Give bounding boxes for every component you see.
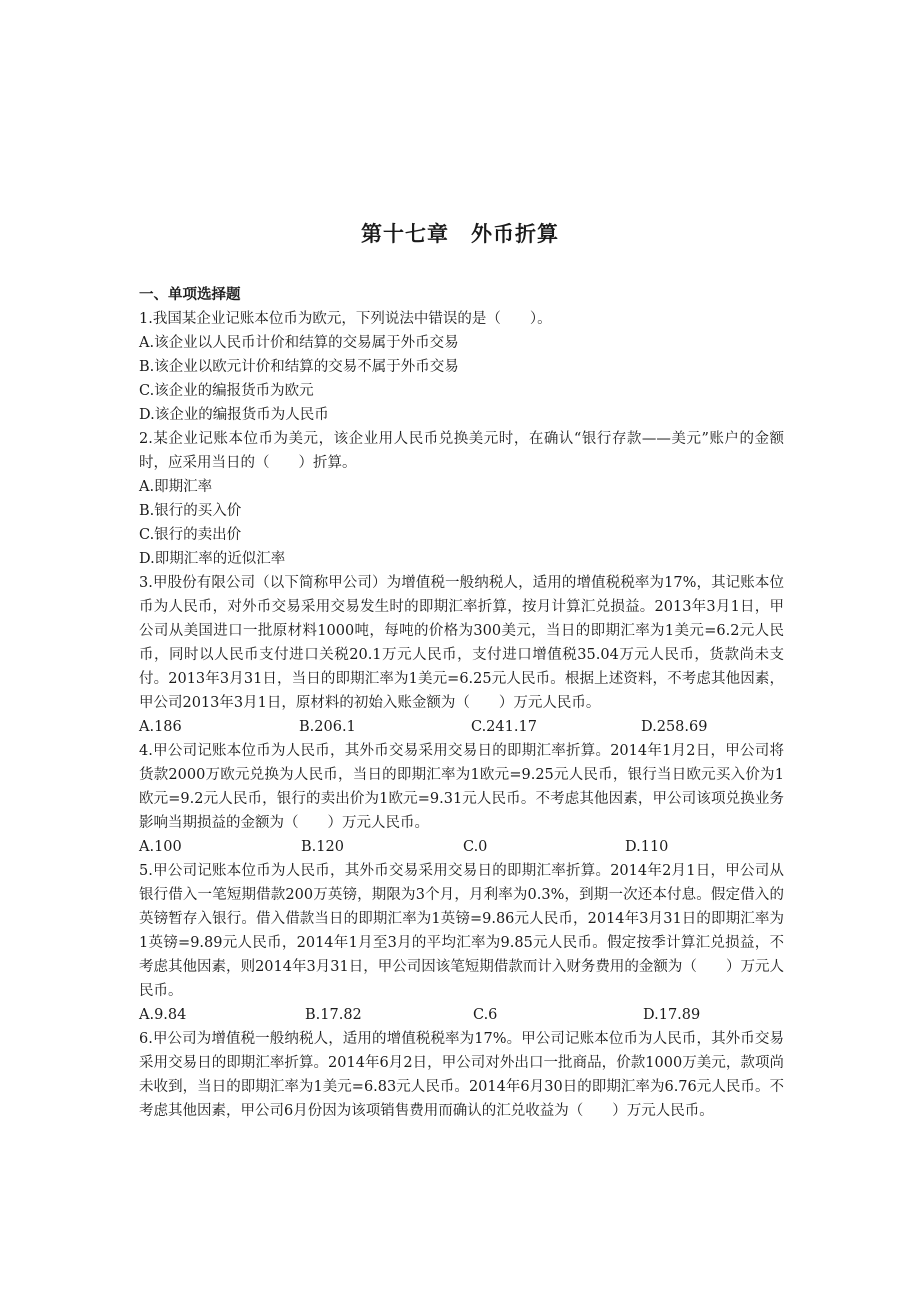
question-2-option-b: B.银行的买入价 (139, 503, 242, 519)
question-2-option-a: A.即期汇率 (139, 479, 213, 495)
question-1-stem: 1.我国某企业记账本位币为欧元，下列说法中错误的是（ ）。 (139, 311, 552, 327)
question-5-option-b: B.17.82 (305, 1007, 362, 1023)
question-4-option-a: A.100 (139, 839, 182, 855)
question-1-option-b: B.该企业以欧元计价和结算的交易不属于外币交易 (139, 359, 459, 375)
question-4-stem: 4.甲公司记账本位币为人民币，其外币交易采用交易日的即期汇率折算。2014年1月2日，甲公司将货款2000万欧元兑换为人民币，当日的即期汇率为1欧元=9.25元人民币，银行当日欧元买入价为1欧元=9.2元人民币，银行的卖出价为1欧元=9.31元人民币。不考虑其他因素，甲公司该项兑换业务影响当期损益的金额为（ ）万元人民币。 (139, 743, 784, 831)
section-heading: 一、单项选择题 (139, 287, 241, 303)
question-4-option-b: B.120 (301, 839, 344, 855)
question-2-option-d: D.即期汇率的近似汇率 (139, 551, 286, 567)
question-4-option-d: D.110 (625, 839, 669, 855)
question-1-option-d: D.该企业的编报货币为人民币 (139, 407, 329, 423)
question-3-option-c: C.241.17 (471, 719, 537, 735)
question-6-stem: 6.甲公司为增值税一般纳税人，适用的增值税税率为17%。甲公司记账本位币为人民币，其外币交易采用交易日的即期汇率折算。2014年6月2日，甲公司对外出口一批商品，价款1000万美元，款项尚未收到，当日的即期汇率为1美元=6.83元人民币。2014年6月30日的即期汇率为6.76元人民币。不考虑其他因素，甲公司6月份因为该项销售费用而确认的汇兑收益为（ ）万元人民币。 (139, 1031, 784, 1119)
question-5-options (139, 1003, 784, 1027)
question-3-option-b: B.206.1 (299, 719, 356, 735)
question-5-option-c: C.6 (473, 1007, 498, 1023)
question-3-options (139, 715, 784, 739)
question-2-stem: 2.某企业记账本位币为美元，该企业用人民币兑换美元时，在确认“银行存款——美元”账户的金额时，应采用当日的（ ）折算。 (139, 431, 784, 471)
question-3-option-d: D.258.69 (641, 719, 708, 735)
question-5-option-d: D.17.89 (643, 1007, 701, 1023)
question-5-stem: 5.甲公司记账本位币为人民币，其外币交易采用交易日的即期汇率折算。2014年2月1日，甲公司从银行借入一笔短期借款200万英镑，期限为3个月，月利率为0.3%，到期一次还本付息。假定借入的英镑暂存入银行。借入借款当日的即期汇率为1英镑=9.86元人民币，2014年3月31日的即期汇率为1英镑=9.89元人民币，2014年1月至3月的平均汇率为9.85元人民币。假定按季计算汇兑损益，不考虑其他因素，则2014年3月31日，甲公司因该笔短期借款而计入财务费用的金额为（ ）万元人民币。 (139, 863, 784, 999)
question-2-option-c: C.银行的卖出价 (139, 527, 242, 543)
document-body (139, 283, 784, 1123)
question-4-option-c: C.0 (463, 839, 488, 855)
question-1-option-c: C.该企业的编报货币为欧元 (139, 383, 314, 399)
question-3-stem: 3.甲股份有限公司（以下简称甲公司）为增值税一般纳税人，适用的增值税税率为17%，其记账本位币为人民币，对外币交易采用交易发生时的即期汇率折算，按月计算汇兑损益。2013年3月1日，甲公司从美国进口一批原材料1000吨，每吨的价格为300美元，当日的即期汇率为1美元=6.2元人民币，同时以人民币支付进口关税20.1万元人民币，支付进口增值税35.04万元人民币，货款尚未支付。2013年3月31日，当日的即期汇率为1美元=6.25元人民币。根据上述资料，不考虑其他因素，甲公司2013年3月1日，原材料的初始入账金额为（ ）万元人民币。 (139, 575, 784, 711)
question-3-option-a: A.186 (139, 719, 182, 735)
chapter-title: 第十七章 外币折算 (361, 222, 559, 246)
question-1-option-a: A.该企业以人民币计价和结算的交易属于外币交易 (139, 335, 459, 351)
question-5-option-a: A.9.84 (139, 1007, 187, 1023)
question-4-options (139, 835, 784, 859)
